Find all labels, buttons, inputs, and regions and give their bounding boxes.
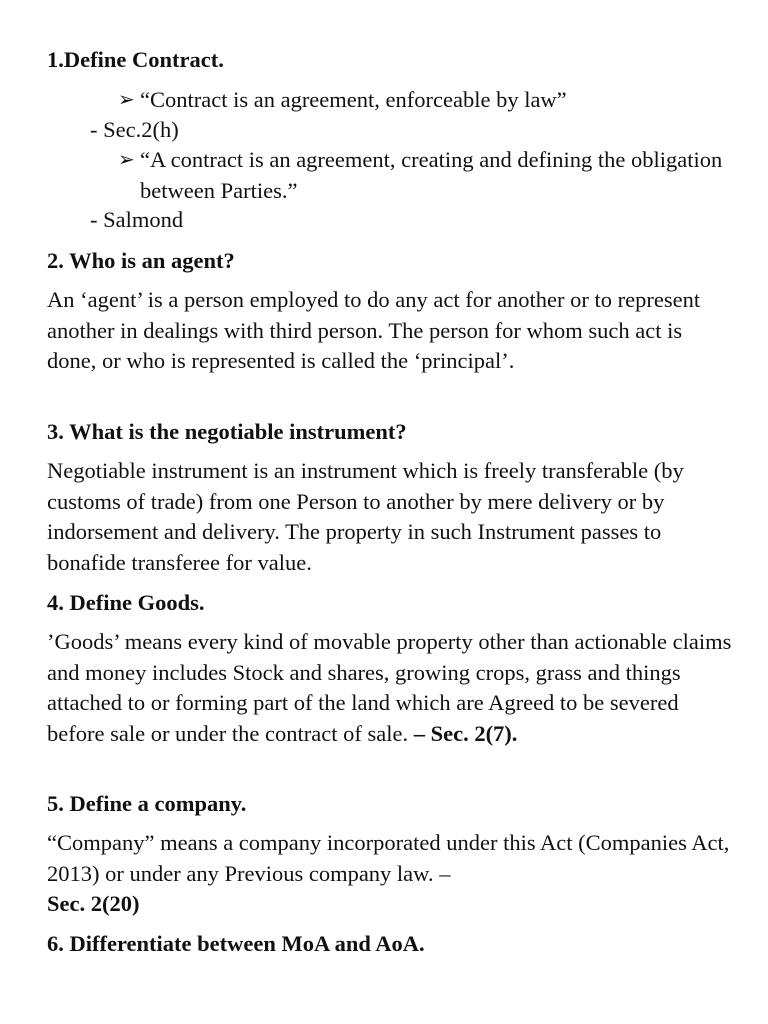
q5-body: [47, 828, 737, 920]
q3-heading: 3. What is the negotiable instrument?: [47, 419, 407, 444]
q5-heading: 5. Define a company.: [47, 791, 247, 816]
q6-heading: 6. Differentiate between MoA and AoA.: [47, 931, 425, 956]
q1-attribution-1: - Sec.2(h): [90, 117, 179, 142]
q4-body: [47, 627, 737, 749]
q4-section-ref: – Sec. 2(7).: [413, 720, 518, 746]
q1-quote-2: “A contract is an agreement, creating and defining the obligation between Parties.”: [140, 147, 723, 203]
q2-body: An ‘agent’ is a person employed to do any act for another or to represent another in dealings with third person. The person for whom such act is done, or who is represented is called the ‘principal’.: [47, 287, 701, 373]
arrow-bullet-icon: ➢: [118, 89, 135, 111]
arrow-bullet-icon: ➢: [118, 149, 135, 171]
q4-heading: 4. Define Goods.: [47, 590, 205, 615]
q5-body-text: “Company” means a company incorporated under this Act (Companies Act, 2013) or under any Previous company law. –: [47, 830, 730, 886]
q2-heading: 2. Who is an agent?: [47, 248, 235, 273]
q5-section-ref: Sec. 2(20): [47, 891, 140, 916]
q1-heading: 1.Define Contract.: [47, 47, 224, 72]
q1-bullet-1: [118, 85, 738, 116]
q1-quote-1: “Contract is an agreement, enforceable by law”: [140, 87, 567, 112]
q1-attribution-2: - Salmond: [90, 207, 184, 232]
q3-body: Negotiable instrument is an instrument which is freely transferable (by customs of trade) from one Person to another by mere delivery or by indorsement and delivery. The property in such Instrument passes to bonafide transferee for value.: [47, 458, 684, 575]
q4-body-text: ’Goods’ means every kind of movable property other than actionable claims and money includes Stock and shares, growing crops, grass and things attached to or forming part of the land which are Agreed to be severed before sale or under the contract of sale.: [47, 629, 732, 746]
q1-bullet-2: [118, 145, 738, 206]
